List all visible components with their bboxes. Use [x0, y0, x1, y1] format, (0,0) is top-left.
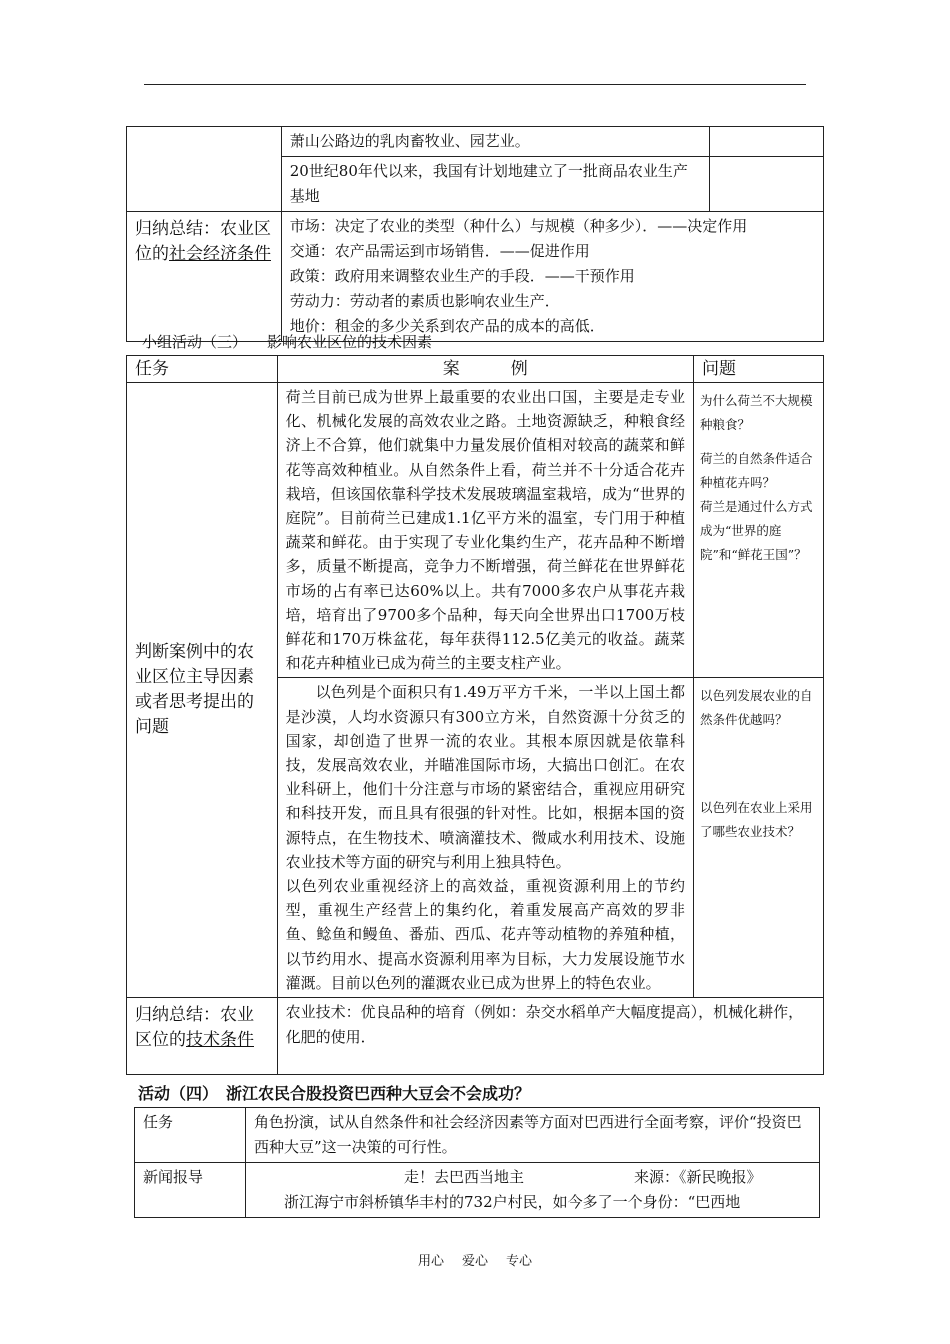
summary-tech-label: 归纳总结：农业区位的技术条件	[127, 998, 278, 1075]
header-case: 案 例	[277, 356, 693, 383]
task-label: 任务	[135, 1108, 246, 1163]
case-israel	[277, 678, 693, 998]
summary-social-label: 归纳总结：农业区位的社会经济条件	[127, 212, 282, 342]
question-item: 以色列在农业上采用了哪些农业技术？	[699, 800, 813, 840]
tech-factors-table	[126, 355, 824, 1075]
case-netherlands: 荷兰目前已成为世界上最重要的农业出口国，主要是走专业化、机械化发展的高效农业之路。土地资源缺乏，种粮食经济上不合算，他们就集中力量发展价值相对较高的蔬菜和鲜花等高效种植业。从自然条件上看，荷兰并不十分适合花卉栽培，但该国依靠科学技术发展玻璃温室栽培，成为“世界的庭院”。目前荷兰已建成1.1亿平方米的温室，专门用于种植蔬菜和鲜花。由于实现了专业化集约生产，花卉品种不断增多，质量不断提高，竞争力不断增强，荷兰鲜花在世界鲜花市场的占有率已达60%以上。共有7000多农户从事花卉栽培，培育出了9700多个品种，每天向全世界出口1700万枝鲜花和170万株盆花，每年获得112.5亿美元的收益。蔬菜和花卉种植业已成为荷兰的主要支柱产业。	[277, 383, 693, 678]
question-item: 荷兰的自然条件适合种植花卉吗？	[699, 451, 813, 490]
case-israel-p1: 以色列是个面积只有1.49万平方千米，一半以上国土都是沙漠，人均水资源只有300立方米，自然资源十分贫乏的国家，却创造了世界一流的农业。其根本原因就是依靠科技，发展高效农业，并瞄准国际市场，大搞出口创汇。在农业科研上，他们十分注意与市场的紧密结合，重视应用研究和科技开发，而且具有很强的针对性。比如，根据本国的资源特点，在生物技术、喷滴灌技术、微咸水利用技术、设施农业技术等方面的研究与利用上独具特色。	[285, 683, 685, 871]
case-israel-p2: 以色列农业重视经济上的高效益，重视资源利用上的节约型，重视生产经营上的集约化，着重发展高产高效的罗非鱼、鲶鱼和鳗鱼、番茄、西瓜、花卉等动植物的养殖种植，以节约用水、提高水资源利用率为目标，大力发展设施节水灌溉。目前以色列的灌溉农业已成为世界上的特色农业。	[285, 877, 685, 992]
empty-cell	[709, 157, 823, 212]
question-item: 荷兰是通过什么方式成为“世界的庭院”和“鲜花王国”？	[699, 499, 813, 562]
factor-transport: 交通：农产品需运到市场销售．——促进作用	[289, 242, 590, 260]
case-row-xiaoshan: 萧山公路边的乳肉畜牧业、园艺业。	[281, 127, 709, 157]
news-label: 新闻报导	[135, 1163, 246, 1218]
group-activity-caption: 小组活动（三） 影响农业区位的技术因素	[142, 333, 433, 351]
tech-conditions: 农业技术：优良品种的培育（例如：杂交水稻单产大幅度提高），机械化耕作，化肥的使用．	[277, 998, 823, 1075]
questions-israel	[693, 678, 823, 998]
case-row-commodity-base: 20世纪80年代以来，我国有计划地建立了一批商品农业生产基地	[281, 157, 709, 212]
questions-netherlands	[693, 383, 823, 678]
page-footer: 用心 爱心 专心	[417, 1254, 533, 1269]
factor-market: 市场：决定了农业的类型（种什么）与规模（种多少）．——决定作用	[289, 217, 748, 235]
header-task: 任务	[127, 356, 278, 383]
activity4-table	[134, 1107, 820, 1218]
news-block	[246, 1163, 820, 1218]
empty-cell	[709, 127, 823, 157]
header-rule	[144, 84, 806, 85]
news-title: 走！去巴西当地主	[404, 1168, 525, 1186]
factor-labor: 劳动力：劳动者的素质也影响农业生产．	[289, 292, 560, 310]
activity4-heading: 活动（四） 浙江农民合股投资巴西种大豆会不会成功？	[138, 1084, 531, 1103]
question-item: 为什么荷兰不大规模种粮食？	[699, 393, 813, 432]
social-factors-table	[126, 126, 824, 342]
question-item: 以色列发展农业的自然条件优越吗？	[699, 688, 813, 728]
task-description: 判断案例中的农业区位主导因素或者思考提出的问题	[127, 383, 278, 998]
news-source: 来源：《新民晚报》	[634, 1168, 762, 1186]
factor-policy: 政策：政府用来调整农业生产的手段．——干预作用	[289, 267, 635, 285]
empty-cell	[127, 127, 282, 212]
news-text: 浙江海宁市斜桥镇华丰村的732户村民，如今多了一个身份：“巴西地	[284, 1193, 741, 1211]
social-factors-list	[281, 212, 823, 342]
task-text: 角色扮演，试从自然条件和社会经济因素等方面对巴西进行全面考察，评价“投资巴西种大豆”这一决策的可行性。	[246, 1108, 820, 1163]
header-question: 问题	[693, 356, 823, 383]
factor-land-price: 地价：租金的多少关系到农产品的成本的高低．	[289, 317, 605, 335]
